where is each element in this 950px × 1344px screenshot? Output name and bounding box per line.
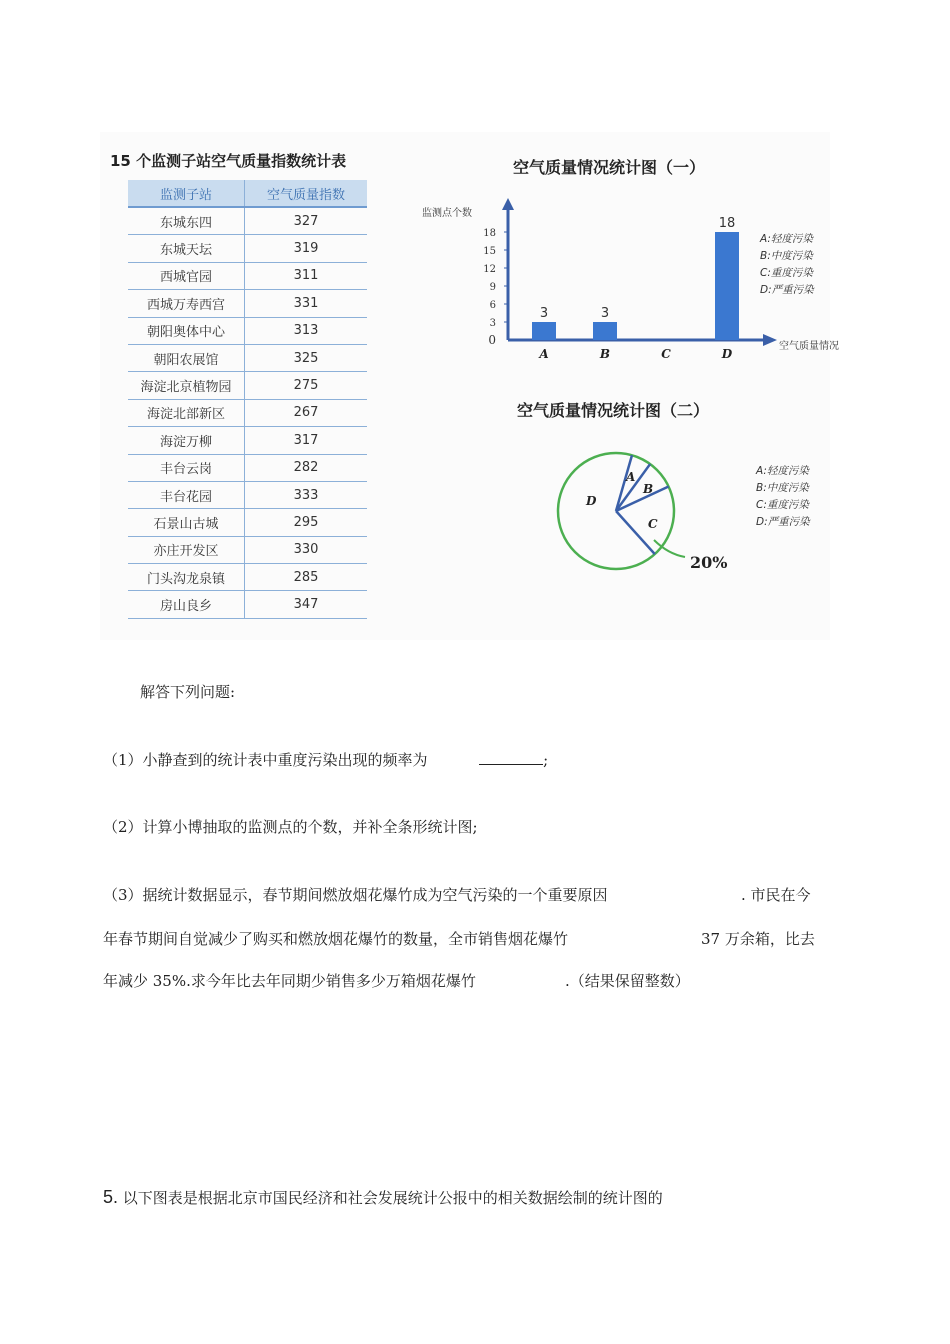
legend-item: D:严重污染 (756, 516, 810, 528)
header-station: 监测子站 (128, 180, 245, 207)
aqi-value-cell: 275 (245, 372, 368, 399)
table-row (128, 481, 367, 508)
aqi-value-cell: 282 (245, 454, 368, 481)
pie-label-c: C (648, 517, 658, 531)
data-label-a: 3 (539, 306, 549, 321)
y-tick-label: 15 (483, 246, 496, 257)
question-3-line-3b: .（结果保留整数） (565, 972, 690, 990)
section-5-number: 5. (103, 1187, 119, 1207)
legend-item: D:严重污染 (760, 284, 814, 296)
bar-a (532, 322, 556, 340)
y-tick-label: 9 (489, 282, 496, 293)
station-name-cell: 丰台花园 (128, 481, 245, 508)
table-title: 15 个监测子站空气质量指数统计表 (110, 152, 347, 170)
question-1-end: ; (543, 751, 549, 769)
aqi-value-cell: 319 (245, 235, 368, 262)
table-row (128, 235, 367, 262)
table-row (128, 317, 367, 344)
aqi-value-cell: 330 (245, 536, 368, 563)
table-row (128, 564, 367, 591)
aqi-value-cell: 347 (245, 591, 368, 618)
station-name-cell: 亦庄开发区 (128, 536, 245, 563)
header-aqi: 空气质量指数 (245, 180, 368, 207)
table-row (128, 509, 367, 536)
aqi-value-cell: 313 (245, 317, 368, 344)
table-row (128, 536, 367, 563)
station-name-cell: 门头沟龙泉镇 (128, 564, 245, 591)
x-axis-arrow (763, 334, 777, 346)
table-row (128, 591, 367, 618)
table-row (128, 262, 367, 289)
table-row (128, 290, 367, 317)
aqi-value-cell: 285 (245, 564, 368, 591)
station-name-cell: 朝阳农展馆 (128, 344, 245, 371)
table-row (128, 454, 367, 481)
aqi-value-cell: 317 (245, 427, 368, 454)
station-name-cell: 房山良乡 (128, 591, 245, 618)
y-tick-label: 3 (489, 318, 496, 329)
table-row (128, 372, 367, 399)
y-tick-label: 6 (489, 300, 496, 311)
y-axis-label: 监测点个数 (422, 208, 472, 219)
category-label-d: D (721, 347, 733, 361)
station-name-cell: 海淀北京植物园 (128, 372, 245, 399)
question-3-line-2b: 37 万余箱，比去 (701, 930, 815, 948)
table-row (128, 427, 367, 454)
y-tick-label: 12 (483, 264, 496, 275)
aqi-value-cell: 295 (245, 509, 368, 536)
pie-chart-title: 空气质量情况统计图（二） (517, 401, 710, 420)
table-row (128, 207, 367, 235)
aqi-value-cell: 325 (245, 344, 368, 371)
station-name-cell: 东城天坛 (128, 235, 245, 262)
station-table (128, 180, 367, 619)
category-label-c: C (661, 347, 671, 361)
question-3-line-1 (103, 884, 811, 905)
legend-item: A:轻度污染 (760, 233, 813, 245)
aqi-value-cell: 327 (245, 207, 368, 235)
data-label-d: 18 (718, 216, 736, 231)
y-tick-label: 18 (483, 228, 496, 239)
x-axis-label: 空气质量情况 (779, 341, 839, 352)
station-name-cell: 丰台云岗 (128, 454, 245, 481)
legend-item: B:中度污染 (756, 482, 809, 494)
legend-item: B:中度污染 (760, 250, 813, 262)
question-2: （2）计算小博抽取的监测点的个数，并补全条形统计图; (103, 818, 478, 836)
y-axis-arrow (502, 198, 514, 210)
pie-label-d: D (586, 494, 597, 508)
question-3-line-3a: 年减少 35%.求今年比去年同期少销售多少万箱烟花爆竹 (103, 972, 476, 990)
bar-d (715, 232, 739, 340)
station-name-cell: 西城万寿西宫 (128, 290, 245, 317)
question-1-text: （1）小静查到的统计表中重度污染出现的频率为 (103, 751, 428, 769)
station-name-cell: 西城官园 (128, 262, 245, 289)
bar-chart (420, 190, 840, 390)
aqi-value-cell: 311 (245, 262, 368, 289)
station-name-cell: 海淀北部新区 (128, 399, 245, 426)
y-tick-label: 0 (488, 333, 496, 347)
aqi-value-cell: 267 (245, 399, 368, 426)
aqi-value-cell: 333 (245, 481, 368, 508)
pie-label-a: A (626, 470, 636, 484)
station-name-cell: 石景山古城 (128, 509, 245, 536)
aqi-value-cell: 331 (245, 290, 368, 317)
answer-blank (479, 750, 543, 765)
station-name-cell: 东城东四 (128, 207, 245, 235)
questions-intro: 解答下列问题: (140, 683, 236, 701)
question-3-line-3 (103, 970, 690, 991)
table-row (128, 399, 367, 426)
category-label-a: A (539, 347, 549, 361)
pie-chart (540, 440, 840, 600)
pie-label-b: B (643, 482, 654, 496)
station-name-cell: 朝阳奥体中心 (128, 317, 245, 344)
question-3-line-1a: （3）据统计数据显示，春节期间燃放烟花爆竹成为空气污染的一个重要原因 (103, 886, 608, 904)
table-row (128, 344, 367, 371)
legend-item: A:轻度污染 (756, 465, 809, 477)
table-body (128, 207, 367, 618)
question-3-line-2a: 年春节期间自觉减少了购买和燃放烟花爆竹的数量，全市销售烟花爆竹 (103, 930, 569, 948)
data-label-b: 3 (600, 306, 610, 321)
category-label-b: B (599, 347, 611, 361)
legend-item: C:重度污染 (760, 267, 813, 279)
station-name-cell: 海淀万柳 (128, 427, 245, 454)
bar-b (593, 322, 617, 340)
bar-chart-title: 空气质量情况统计图（一） (513, 158, 706, 177)
section-5-text: 以下图表是根据北京市国民经济和社会发展统计公报中的相关数据绘制的统计图的 (122, 1189, 663, 1207)
question-1 (103, 749, 548, 770)
question-3-line-1b: . 市民在今 (741, 886, 811, 904)
question-3-line-2 (103, 928, 815, 949)
legend-item: C:重度污染 (756, 499, 809, 511)
pie-annotation: 20% (690, 553, 728, 572)
section-5 (103, 1187, 663, 1208)
